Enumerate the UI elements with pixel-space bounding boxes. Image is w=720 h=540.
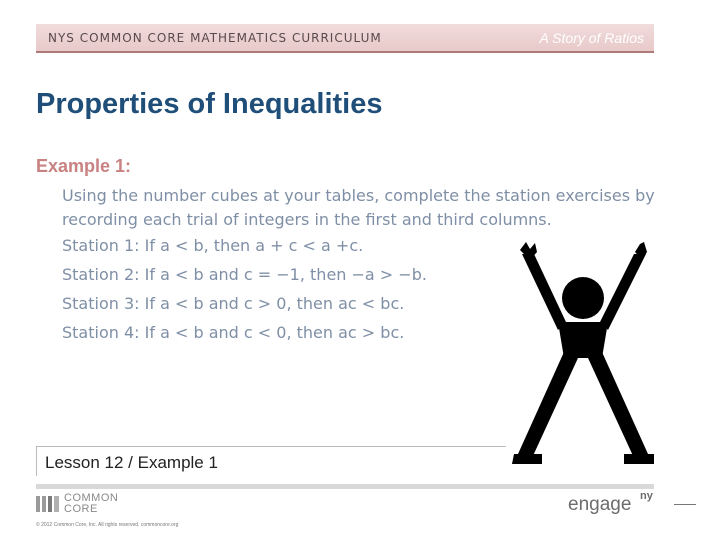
instructions-text: Using the number cubes at your tables, complete the station exercises by recording each trial of integers in the first and third columns. (62, 186, 655, 229)
header-bar (36, 24, 654, 53)
cc-line-1: COMMON (64, 492, 119, 504)
station-3-label: Station 3: (62, 294, 140, 313)
station-3-text: If a < b and c > 0, then ac < bc. (144, 294, 405, 313)
common-core-wordmark (64, 493, 118, 515)
copyright-text: © 2012 Common Core, Inc. All rights reserved. commoncore.org (36, 522, 179, 528)
example-heading: Example 1: (36, 156, 132, 176)
station-1-label: Station 1: (62, 236, 140, 255)
station-2-text: If a < b and c = −1, then −a > −b. (144, 265, 427, 284)
footer-divider (36, 484, 654, 489)
engage-logo-sup: ny (640, 490, 653, 502)
series-label: A Story of Ratios (539, 30, 644, 46)
common-core-logo-icon (36, 494, 60, 514)
station-4-text: If a < b and c < 0, then ac > bc. (144, 323, 405, 342)
curriculum-label: NYS COMMON CORE MATHEMATICS CURRICULUM (48, 31, 382, 45)
stick-figure-icon (508, 240, 658, 472)
page-title: Properties of Inequalities (36, 88, 383, 120)
station-1-text: If a < b, then a + c < a +c. (144, 236, 364, 255)
station-3 (62, 294, 427, 323)
engage-logo: engage (568, 494, 632, 515)
station-4-label: Station 4: (62, 323, 140, 342)
lesson-label: Lesson 12 / Example 1 (45, 453, 218, 472)
station-2 (62, 265, 427, 294)
footer-right-rule (674, 504, 696, 505)
cc-line-2: CORE (64, 503, 98, 515)
lesson-box (36, 446, 506, 476)
station-list (62, 236, 427, 352)
station-2-label: Station 2: (62, 265, 140, 284)
station-4 (62, 323, 427, 352)
station-1 (62, 236, 427, 265)
